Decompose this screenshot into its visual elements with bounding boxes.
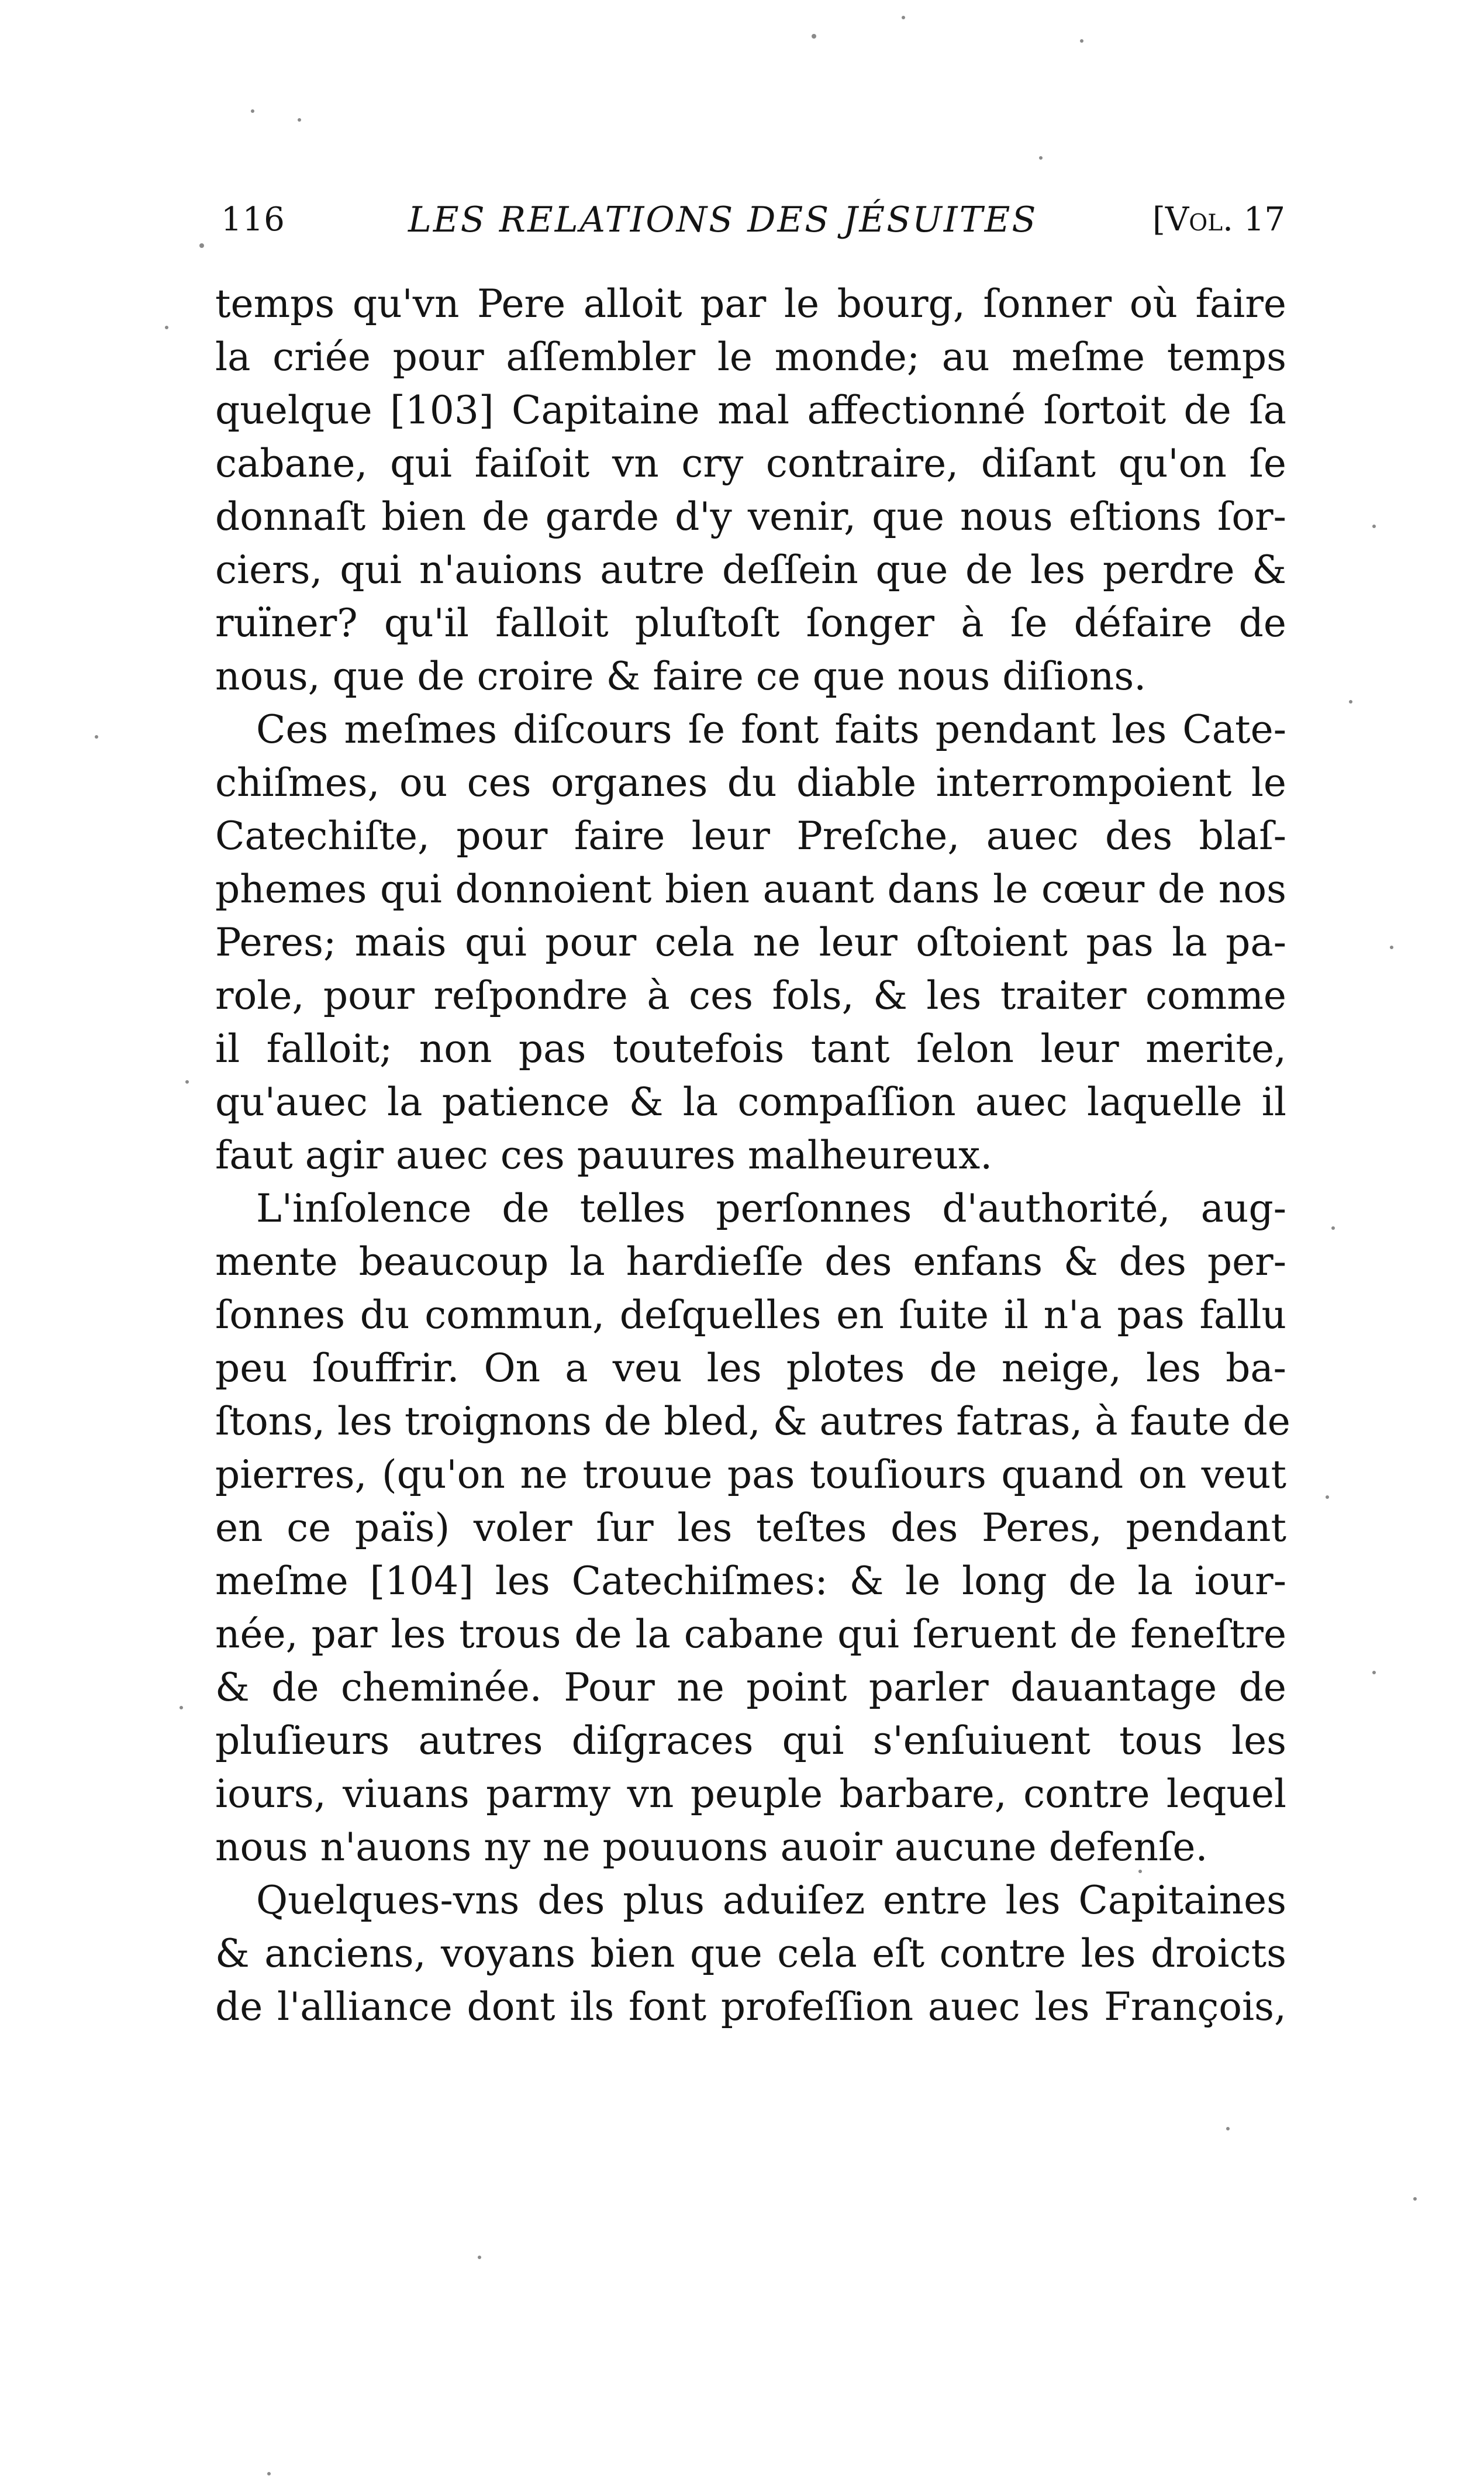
text-line: & anciens, voyans bien que cela eſt contre les droicts (215, 1931, 1286, 1976)
text-line: nous n'auons ny ne pouuons auoir aucune defenſe. (215, 1825, 1208, 1870)
text-line: ruïner? qu'il falloit pluſtoſt ſonger à ſe défaire de (215, 601, 1286, 646)
text-line: née, par les trous de la cabane qui ſeruent de feneſtre (215, 1612, 1286, 1657)
text-line: nous, que de croire & faire ce que nous diſions. (215, 654, 1147, 699)
text-line: Peres; mais qui pour cela ne leur oſtoient pas la pa- (215, 920, 1286, 965)
text-line: ciers, qui n'auions autre deſſein que de les perdre & (215, 547, 1286, 592)
text-line: mente beaucoup la hardieſſe des enfans & des per- (215, 1239, 1286, 1284)
text-line: qu'auec la patience & la compaſſion auec laquelle il (215, 1080, 1286, 1125)
text-line: la criée pour aſſembler le monde; au meſme temps (215, 335, 1286, 380)
text-line: faut agir auec ces pauures malheureux. (215, 1133, 993, 1178)
text-line: Quelques-vns des plus aduiſez entre les Capitaines (256, 1878, 1286, 1923)
text-line: donnaſt bien de garde d'y venir, que nous eſtions ſor- (215, 494, 1286, 539)
text-line: role, pour reſpondre à ces fols, & les traiter comme (215, 973, 1286, 1018)
text-line: & de cheminée. Pour ne point parler dauantage de (215, 1665, 1286, 1710)
text-line: Catechiſte, pour faire leur Preſche, auec des blaſ- (215, 813, 1286, 858)
text-line: cabane, qui faiſoit vn cry contraire, diſant qu'on ſe (215, 441, 1286, 486)
text-line: iours, viuans parmy vn peuple barbare, contre lequel (215, 1771, 1286, 1816)
page-number: 116 (221, 201, 285, 239)
text-line: chiſmes, ou ces organes du diable interrompoient le (215, 760, 1286, 805)
text-line: pluſieurs autres diſgraces qui s'enſuiuent tous les (215, 1718, 1286, 1763)
text-line: pierres, (qu'on ne trouue pas touſiours quand on veut (215, 1452, 1286, 1497)
text-line: meſme [104] les Catechiſmes: & le long de la iour- (215, 1559, 1286, 1604)
running-title: LES RELATIONS DES JÉSUITES (408, 199, 1038, 240)
text-line: temps qu'vn Pere alloit par le bourg, ſonner où faire (215, 281, 1286, 326)
text-line: quelque [103] Capitaine mal affectionné ſortoit de ſa (215, 388, 1286, 433)
text-line: en ce païs) voler ſur les teſtes des Peres, pendant (215, 1505, 1286, 1550)
text-line: L'inſolence de telles perſonnes d'authorité, aug- (256, 1186, 1286, 1231)
volume-label: [Vol. 17 (1152, 201, 1285, 239)
text-line: de l'alliance dont ils font profeſſion auec les François, (215, 1984, 1286, 2029)
text-line: peu ſouffrir. On a veu les plotes de neige, les ba- (215, 1346, 1286, 1391)
text-line: ſonnes du commun, deſquelles en ſuite il n'a pas fallu (215, 1292, 1286, 1337)
text-line: Ces meſmes diſcours ſe font faits pendant les Cate- (256, 707, 1286, 752)
text-line: il falloit; non pas toutefois tant ſelon leur merite, (215, 1026, 1286, 1071)
text-line: phemes qui donnoient bien auant dans le cœur de nos (215, 867, 1286, 912)
text-line: ſtons, les troignons de bled, & autres fatras, à faute de (215, 1399, 1290, 1444)
